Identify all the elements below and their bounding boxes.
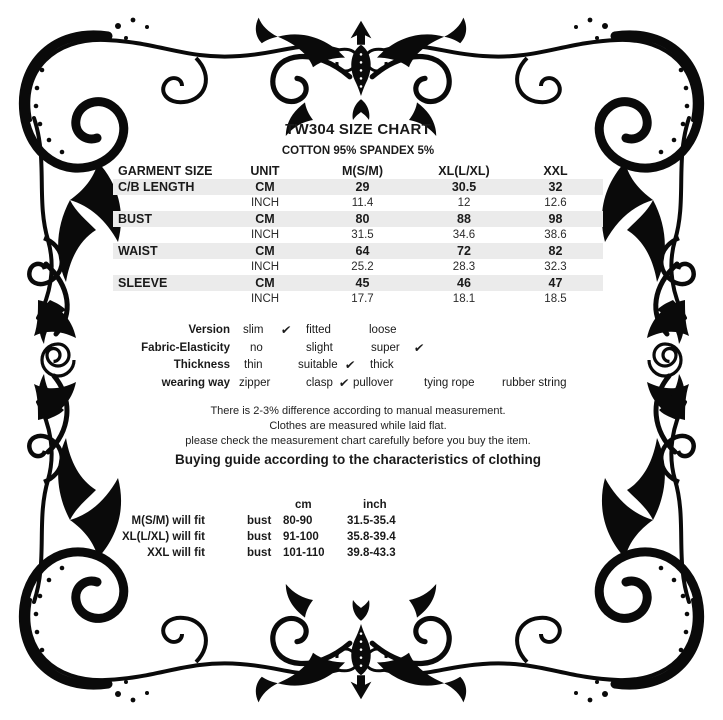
feature-row-thickness (113, 357, 618, 375)
fit-label: M(S/M) will fit (131, 515, 205, 527)
row-label (113, 227, 225, 243)
feature-label: wearing way (161, 376, 230, 389)
table-row (113, 227, 603, 243)
measurement-notes (113, 404, 603, 449)
value-cell: 28.3 (452, 261, 476, 273)
fit-table (113, 497, 442, 561)
table-row (113, 195, 603, 211)
feature-label: Fabric-Elasticity (141, 341, 230, 354)
option-label: pullover (353, 376, 394, 389)
row-label: C/B LENGTH (118, 180, 195, 194)
note-line: There is 2-3% difference according to manual measurement. (210, 405, 506, 417)
row-label (113, 291, 225, 307)
damask-motif-top (256, 18, 466, 136)
inch-range: 39.8-43.3 (347, 547, 396, 559)
cm-range: 101-110 (283, 547, 325, 559)
empty-cell (113, 497, 205, 513)
inch-range: 35.8-39.4 (347, 531, 396, 543)
feature-label: Version (188, 324, 230, 336)
value-cell: 46 (457, 276, 471, 290)
value-cell: 31.5 (351, 229, 374, 241)
feature-row-version (113, 322, 618, 340)
value-cell: 72 (457, 244, 471, 258)
unit-cell: INCH (250, 261, 280, 273)
feature-label: Thickness (173, 359, 230, 371)
garment-features (113, 322, 618, 392)
column-header: GARMENT SIZE (118, 164, 213, 178)
value-cell: 18.5 (544, 293, 567, 305)
option-label: rubber string (502, 376, 567, 389)
option-label: slight (306, 341, 333, 354)
unit-cell: CM (255, 244, 275, 258)
column-header: M(S/M) (342, 164, 383, 178)
option-label: zipper (239, 376, 271, 389)
value-cell: 11.4 (351, 197, 374, 209)
option-label: no (250, 341, 263, 354)
table-row (113, 243, 603, 259)
value-cell: 64 (355, 244, 370, 258)
note-line: Clothes are measured while laid flat. (269, 420, 447, 432)
buying-guide-heading: Buying guide according to the characteristics of clothing (174, 452, 542, 467)
check-icon: ✔ (413, 340, 426, 355)
measure-label: bust (247, 547, 272, 559)
value-cell: 18.1 (452, 293, 476, 305)
unit-cell: CM (255, 212, 275, 226)
table-row (113, 211, 603, 227)
value-cell: 38.6 (544, 229, 567, 241)
table-row (113, 275, 603, 291)
measure-label: bust (247, 515, 272, 527)
option-label: thick (370, 359, 394, 371)
check-icon: ✔ (338, 375, 351, 390)
column-header-inch: inch (363, 499, 387, 511)
table-row (113, 179, 603, 195)
option-label: tying rope (424, 376, 475, 389)
table-row (113, 529, 442, 545)
option-label: loose (369, 324, 397, 336)
edge-flourish-left (38, 264, 74, 452)
row-label: BUST (118, 212, 153, 226)
row-label (113, 259, 225, 275)
value-cell: 25.2 (351, 261, 374, 273)
cm-range: 91-100 (283, 531, 319, 543)
value-cell: 12 (457, 197, 471, 209)
table-row (113, 291, 603, 307)
value-cell: 98 (548, 212, 563, 226)
option-label: suitable (298, 359, 338, 371)
unit-cell: CM (255, 276, 275, 290)
value-cell: 34.6 (452, 229, 476, 241)
table-row (113, 545, 442, 561)
note-line: please check the measurement chart carefully before you buy the item. (185, 435, 531, 447)
row-label: WAIST (118, 244, 158, 258)
feature-row-elasticity (113, 340, 618, 358)
feature-row-wearing-way (113, 375, 618, 393)
table-row (113, 259, 603, 275)
fabric-composition: COTTON 95% SPANDEX 5% (281, 145, 435, 157)
cm-range: 80-90 (283, 515, 313, 527)
option-label: fitted (306, 324, 331, 336)
row-label (113, 195, 225, 211)
option-label: slim (243, 324, 264, 336)
value-cell: 29 (355, 180, 370, 194)
column-header: XL(L/XL) (438, 164, 490, 178)
value-cell: 17.7 (351, 293, 374, 305)
damask-motif-bottom (256, 584, 466, 702)
value-cell: 80 (355, 212, 370, 226)
measure-label: bust (247, 531, 272, 543)
value-cell: 32.3 (544, 261, 567, 273)
value-cell: 45 (355, 276, 370, 290)
unit-cell: INCH (250, 197, 280, 209)
option-label: thin (244, 359, 263, 371)
option-label: clasp (306, 376, 333, 389)
column-header-cm: cm (295, 499, 312, 511)
table-row (113, 513, 442, 529)
option-label: super (371, 341, 400, 354)
check-icon: ✔ (344, 358, 357, 372)
fit-label: XXL will fit (147, 547, 205, 559)
value-cell: 12.6 (544, 197, 567, 209)
inch-range: 31.5-35.4 (347, 515, 396, 527)
value-cell: 47 (548, 276, 563, 290)
column-header: XXL (543, 164, 568, 178)
row-label: SLEEVE (118, 276, 168, 290)
value-cell: 88 (457, 212, 471, 226)
size-table-header-row (113, 163, 603, 179)
page-title: TW304 SIZE CHART (285, 121, 431, 138)
value-cell: 82 (548, 244, 563, 258)
empty-cell (205, 497, 283, 513)
fit-table-header-row (113, 497, 442, 513)
fit-label: XL(L/XL) will fit (121, 531, 205, 543)
value-cell: 32 (548, 180, 563, 194)
unit-cell: CM (255, 180, 275, 194)
unit-cell: INCH (250, 293, 280, 305)
check-icon: ✔ (280, 323, 293, 337)
size-table (113, 163, 603, 307)
column-header: UNIT (250, 164, 280, 178)
edge-flourish-right (649, 264, 685, 452)
unit-cell: INCH (250, 229, 280, 241)
value-cell: 30.5 (451, 180, 477, 194)
